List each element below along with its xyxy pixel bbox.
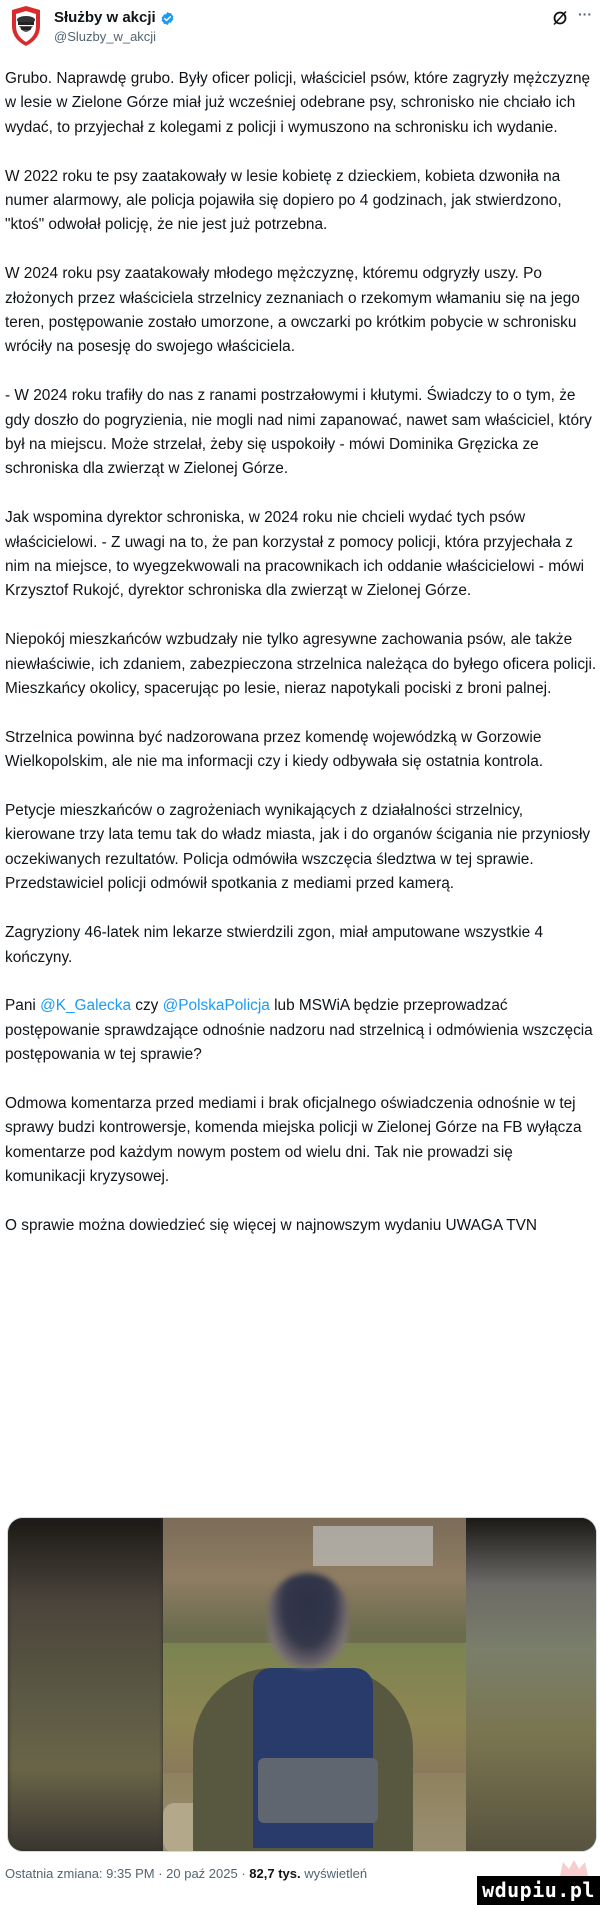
edited-label[interactable]: Ostatnia zmiana: (5, 1866, 107, 1881)
tweet-header (0, 0, 600, 60)
grok-icon[interactable] (552, 10, 568, 26)
paragraph: - W 2024 roku trafiły do nas z ranami postrzałowymi i kłutymi. Świadczy to o tym, że gdy doszło do pogryzienia, nie mogli nad nimi zapanować, nawet sam właściciel, który był na miejscu. Może strzelał, żeby się uspokoiły - mówi Dominika Gręzicka ze schroniska dla zwierząt w Zielonej Górze. (5, 387, 592, 478)
mention-link-k-galecka[interactable]: @K_Galecka (40, 997, 132, 1015)
text-segment: czy (131, 997, 163, 1015)
paragraph: Odmowa komentarza przed mediami i brak oficjalnego oświadczenia odnośnie w tej sprawy budzi kontrowersje, komenda miejska policji w Zielonej Górze na FB wyłącza komentarze pod każdym nowym postem od wielu dni. Tak nie prowadzi się komunikacji kryzysowej. (5, 1094, 582, 1186)
views-count: 82,7 tys. (249, 1866, 301, 1881)
display-name-text[interactable]: Służby w akcji (54, 9, 156, 26)
paragraph: W 2024 roku psy zaatakowały młodego mężczyznę, któremu odgryzły uszy. Po złożonych przez właściciela strzelnicy zeznaniach o rzekomym włamaniu się na jego teren, postępowanie zostało umorzone, a owczarki po krótkim pobycie w schronisku wróciły na posesję do swojego właściciela. (5, 265, 580, 356)
photo-content (163, 1518, 466, 1851)
mention-link-polskapolicja[interactable]: @PolskaPolicja (162, 997, 270, 1015)
views-label: wyświetleń (300, 1866, 368, 1881)
author-info (54, 9, 175, 45)
verified-badge-icon (160, 11, 175, 26)
text-segment: lub MSWiA będzie przeprowadzać postępowanie sprawdzające odnośnie nadzoru nad strzelnicą i odmówienia wszczęcia postępowania w tej sprawie? (5, 997, 593, 1064)
photo-blur-right (466, 1518, 596, 1851)
watermark-crown-icon (560, 1860, 588, 1876)
text-segment: Pani (5, 997, 41, 1015)
paragraph: O sprawie można dowiedzieć się więcej w najnowszym wydaniu UWAGA TVN (5, 1216, 538, 1234)
paragraph: Zagryziony 46-latek nim lekarze stwierdzili zgon, miał amputowane wszystkie 4 kończyny. (5, 924, 544, 966)
tweet-text (5, 67, 597, 1238)
photo-person-pouch (258, 1758, 378, 1823)
paragraph: W 2022 roku te psy zaatakowały w lesie kobietę z dzieckiem, kobieta dzwoniła na numer alarmowy, ale policja pojawiła się dopiero po 4 godzinach, jak stwierdzono, "ktoś" odwołał policję, że nie jest już potrzebna. (5, 167, 562, 234)
author-handle[interactable]: @Sluzby_w_akcji (54, 29, 157, 44)
display-name[interactable] (54, 9, 175, 27)
photo-blur-left (8, 1518, 163, 1851)
separator: · (237, 1866, 250, 1881)
paragraph: Jak wspomina dyrektor schroniska, w 2024 roku nie chcieli wydać tych psów właścicielowi. - Z uwagi na to, że pan korzystał z pomocy policji, która przyjechała z nim na miejsce, to wyegzekwowali na pracownikach ich oddanie właścicielowi - mówi Krzysztof Rukojć, dyrektor schroniska dla zwierząt w Zielonej Górze. (5, 509, 585, 600)
paragraph: Grubo. Naprawdę grubo. Były oficer policji, właściciel psów, które zagryzły mężczyznę w lesie w Zielone Górze miał już wcześniej odebrane psy, schronisko nie chciało ich wydać, to przyjechał z kolegami z policji i wymuszono na schronisku ich wydanie. (5, 70, 591, 136)
post-date[interactable]: 20 paź 2025 (166, 1866, 238, 1881)
separator: · (154, 1866, 167, 1881)
paragraph: Niepokój mieszkańców wzbudzały nie tylko agresywne zachowania psów, ale także niewłaściwie, ich zdaniem, zabezpieczona strzelnica należąca do byłego oficera policji. Mieszkańcy okolicy, spacerując po lesie, nieraz napotykali pociski z broni palnej. (5, 631, 597, 698)
police-shield-avatar[interactable] (8, 6, 44, 46)
paragraph: Petycje mieszkańców o zagrożeniach wynikających z działalności strzelnicy, kierowane trzy lata temu tak do władz miasta, jak i do organów ścigania nie przyniosły oczekiwanych rezultatów. Policja odmówiła wszczęcia śledztwa w tej sprawie. Przedstawiciel policji odmówił spotkania z mediami przed kamerą. (5, 802, 591, 893)
more-options-icon[interactable]: ··· (578, 6, 592, 22)
post-time[interactable]: 9:35 PM (106, 1866, 155, 1881)
photo-sky (313, 1526, 433, 1566)
tweet-media-photo[interactable] (7, 1517, 597, 1852)
photo-person-blurred-face (268, 1573, 348, 1668)
paragraph: Strzelnica powinna być nadzorowana przez komendę wojewódzką w Gorzowie Wielkopolskim, ale nie ma informacji czy i kiedy odbywała się ostatnia kontrola. (5, 728, 544, 771)
watermark-logo: wdupiu.pl (477, 1876, 600, 1905)
tweet-meta (5, 1866, 367, 1881)
mention-paragraph (5, 994, 597, 1067)
